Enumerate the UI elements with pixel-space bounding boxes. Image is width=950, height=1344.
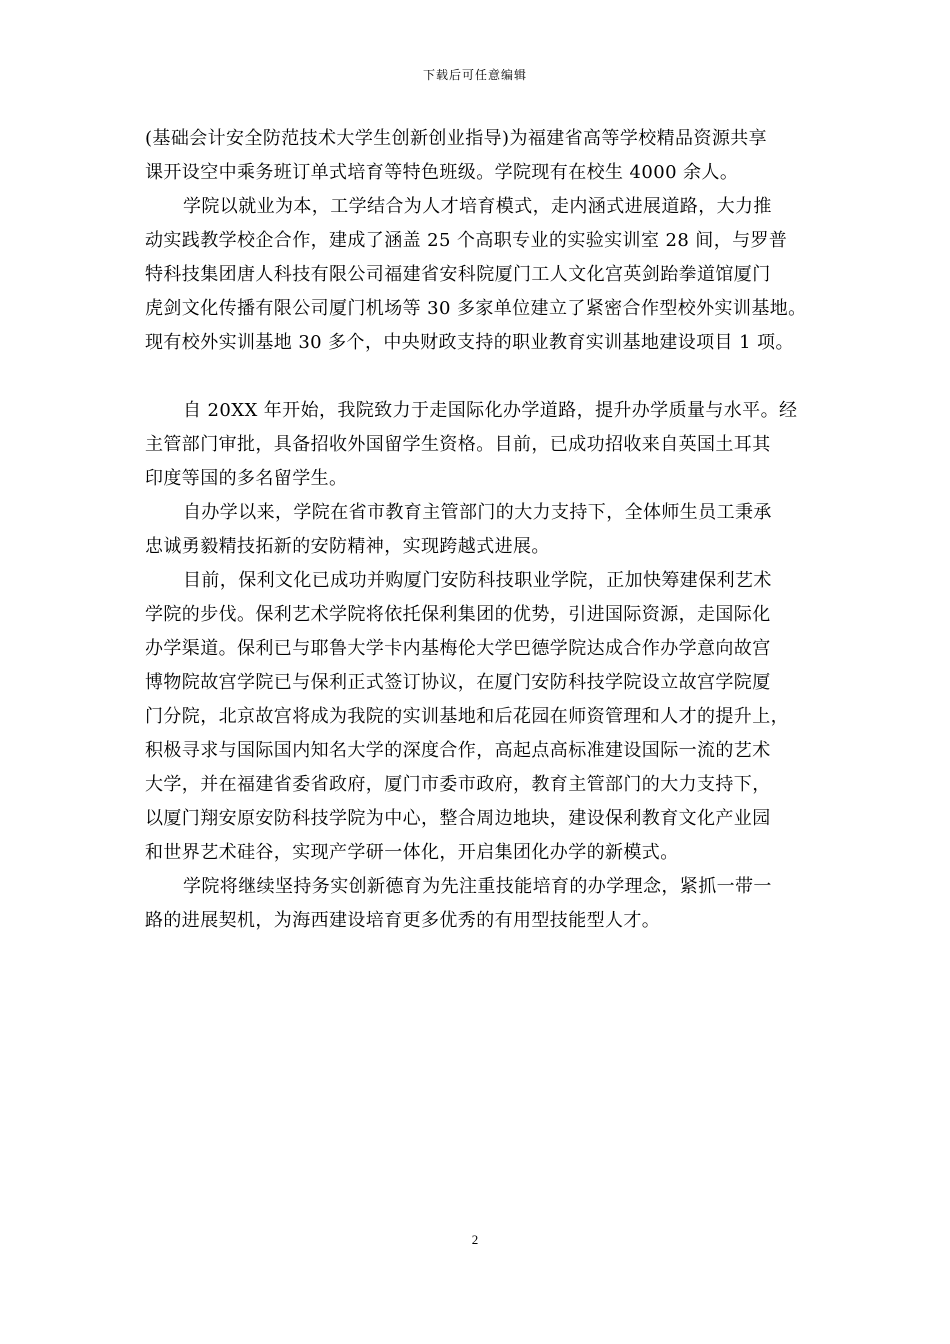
paragraph-line: 现有校外实训基地 30 多个，中央财政支持的职业教育实训基地建设项目 1 项。	[145, 332, 794, 353]
paragraph-line: 印度等国的多名留学生。	[145, 468, 348, 489]
paragraph-line: (基础会计安全防范技术大学生创新创业指导)为福建省高等学校精品资源共享	[145, 128, 768, 149]
paragraph-line: 特科技集团唐人科技有限公司福建省安科院厦门工人文化宫英剑跆拳道馆厦门	[145, 264, 771, 285]
paragraph-line: 学院将继续坚持务实创新德育为先注重技能培育的办学理念，紧抓一带一	[183, 876, 772, 897]
paragraph-line: 主管部门审批，具备招收外国留学生资格。目前，已成功招收来自英国土耳其	[145, 434, 771, 455]
paragraph-line: 办学渠道。保利已与耶鲁大学卡内基梅伦大学巴德学院达成合作办学意向故宫	[145, 638, 771, 659]
paragraph	[145, 190, 811, 360]
document-body	[145, 122, 811, 938]
paragraph-line: 博物院故宫学院已与保利正式签订协议，在厦门安防科技学院设立故宫学院厦	[145, 672, 771, 693]
paragraph-line: 忠诚勇毅精技拓新的安防精神，实现跨越式进展。	[145, 536, 550, 557]
page-number: 2	[471, 1232, 479, 1247]
paragraph-line: 和世界艺术硅谷，实现产学研一体化，开启集团化办学的新模式。	[145, 842, 679, 863]
page-header: 下载后可任意编辑	[422, 68, 527, 82]
paragraph-line: 路的进展契机，为海西建设培育更多优秀的有用型技能型人才。	[145, 910, 661, 931]
paragraph-line: 自办学以来，学院在省市教育主管部门的大力支持下，全体师生员工秉承	[183, 502, 772, 523]
paragraph	[145, 394, 811, 496]
paragraph-line: 以厦门翔安原安防科技学院为中心，整合周边地块，建设保利教育文化产业园	[145, 808, 771, 829]
paragraph	[145, 122, 811, 190]
paragraph	[145, 870, 811, 938]
paragraph-line: 目前，保利文化已成功并购厦门安防科技职业学院，正加快筹建保利艺术	[183, 570, 772, 591]
paragraph-line: 积极寻求与国际国内知名大学的深度合作，高起点高标准建设国际一流的艺术	[145, 740, 771, 761]
paragraph	[145, 564, 811, 870]
paragraph-line: 动实践教学校企合作，建成了涵盖 25 个高职专业的实验实训室 28 间，与罗普	[145, 230, 788, 251]
paragraph-line: 自 20XX 年开始，我院致力于走国际化办学道路，提升办学质量与水平。经	[183, 400, 798, 421]
paragraph-line: 大学，并在福建省委省政府，厦门市委市政府，教育主管部门的大力支持下，	[145, 774, 771, 795]
paragraph	[145, 496, 811, 564]
paragraph-line: 学院以就业为本，工学结合为人才培育模式，走内涵式进展道路，大力推	[183, 196, 772, 217]
paragraph-line: 课开设空中乘务班订单式培育等特色班级。学院现有在校生 4000 余人。	[145, 162, 739, 183]
paragraph-spacer	[145, 360, 811, 394]
paragraph-line: 虎剑文化传播有限公司厦门机场等 30 多家单位建立了紧密合作型校外实训基地。	[145, 298, 807, 319]
paragraph-line: 门分院，北京故宫将成为我院的实训基地和后花园在师资管理和人才的提升上，	[145, 706, 789, 727]
paragraph-line: 学院的步伐。保利艺术学院将依托保利集团的优势，引进国际资源，走国际化	[145, 604, 771, 625]
